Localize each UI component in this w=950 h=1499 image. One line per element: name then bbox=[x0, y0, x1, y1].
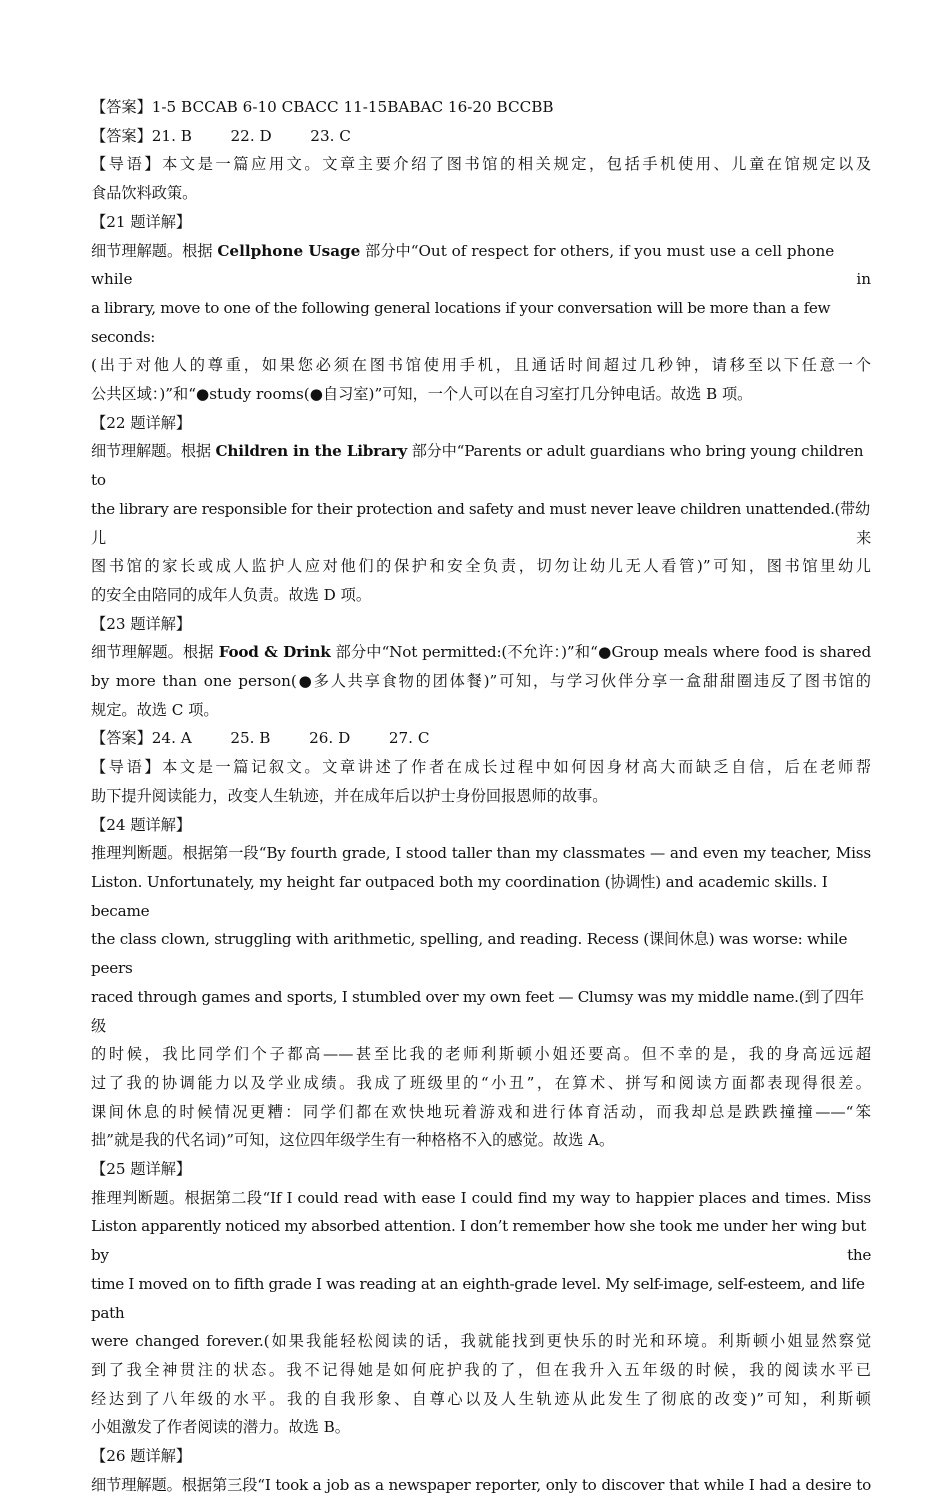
answer-line-2: 【答案】21. B 22. D 23. C bbox=[91, 126, 351, 145]
q23-line-1-lead: 细节理解题。根据 bbox=[91, 643, 219, 662]
q24-line-3: the class clown, struggling with arithmetic, spelling, and reading. Recess (课间休息) was worse: while peers bbox=[91, 930, 848, 978]
heading-q22: 【22 题详解】 bbox=[91, 413, 192, 432]
q23-line-1 bbox=[91, 638, 871, 667]
section-name-children-in-library: Children in the Library bbox=[215, 442, 408, 461]
q26-line-1: 细节理解题。根据第三段“I took a job as a newspaper reporter, only to discover that while I had a desire to bbox=[91, 1475, 871, 1494]
heading-q23: 【23 题详解】 bbox=[91, 614, 192, 633]
q25-line-7: 小姐激发了作者阅读的潜力。故选 B。 bbox=[91, 1418, 350, 1437]
q25-line-2: Liston apparently noticed my absorbed attention. I don’t remember how she took me under her wing but by the bbox=[91, 1217, 871, 1265]
q25-line-6: 经达到了八年级的水平。我的自我形象、自尊心以及人生轨迹从此发生了彻底的改变)”可知，利斯顿 bbox=[91, 1389, 871, 1408]
heading-q21: 【21 题详解】 bbox=[91, 212, 192, 231]
q24-line-2: Liston. Unfortunately, my height far outpaced both my coordination (协调性) and academic skills. I became bbox=[91, 872, 828, 920]
q22-line-3: 图书馆的家长或成人监护人应对他们的保护和安全负责，切勿让幼儿无人看管)”可知，图书馆里幼儿 bbox=[91, 557, 871, 576]
heading-q25: 【25 题详解】 bbox=[91, 1160, 192, 1179]
heading-q24: 【24 题详解】 bbox=[91, 815, 192, 834]
q23-line-2: by more than one person(●多人共享食物的团体餐)”可知，与学习伙伴分享一盒甜甜圈违反了图书馆的 bbox=[91, 672, 871, 691]
q21-line-2: a library, move to one of the following general locations if your conversation will be more than a few seconds: bbox=[91, 298, 831, 346]
guide-1-line-2: 食品饮料政策。 bbox=[91, 184, 198, 203]
q21-line-1-lead: 细节理解题。根据 bbox=[91, 241, 218, 260]
q22-line-1-rest: 部分中“Parents or adult guardians who bring young children to bbox=[91, 442, 864, 490]
q24-line-6: 过了我的协调能力以及学业成绩。我成了班级里的“小丑”，在算术、拼写和阅读方面都表现得很差。 bbox=[91, 1073, 871, 1092]
answer-document bbox=[91, 93, 871, 1499]
q22-line-4: 的安全由陪同的成年人负责。故选 D 项。 bbox=[91, 585, 372, 604]
answer-line-1: 【答案】1-5 BCCAB 6-10 CBACC 11-15BABAC 16-20 BCCBB bbox=[91, 98, 554, 116]
q22-line-2: the library are responsible for their protection and safety and must never leave children unattended.(带幼儿来 bbox=[91, 499, 871, 547]
q25-line-4: were changed forever.(如果我能轻松阅读的话，我就能找到更快乐的时光和环境。利斯顿小姐显然察觉 bbox=[91, 1332, 871, 1351]
guide-1-line-1: 【导语】本文是一篇应用文。文章主要介绍了图书馆的相关规定，包括手机使用、儿童在馆规定以及 bbox=[91, 155, 871, 174]
q23-line-3: 规定。故选 C 项。 bbox=[91, 700, 219, 719]
guide-2-line-2: 助下提升阅读能力，改变人生轨迹，并在成年后以护士身份回报恩师的故事。 bbox=[91, 786, 608, 805]
heading-q26: 【26 题详解】 bbox=[91, 1447, 192, 1466]
q22-line-1-lead: 细节理解题。根据 bbox=[91, 442, 216, 461]
q23-line-1-rest: 部分中“Not permitted:(不允许：)”和“●Group meals where food is shared bbox=[330, 643, 871, 662]
section-name-cellphone-usage: Cellphone Usage bbox=[217, 241, 361, 260]
q24-line-4: raced through games and sports, I stumbled over my own feet — Clumsy was my middle name.(到了四年级 bbox=[91, 987, 864, 1035]
q25-line-1: 推理判断题。根据第二段“If I could read with ease I could find my way to happier places and times. Miss bbox=[91, 1188, 871, 1207]
q24-line-8: 拙”就是我的代名词)”可知，这位四年级学生有一种格格不入的感觉。故选 A。 bbox=[91, 1131, 615, 1150]
q21-line-3: (出于对他人的尊重，如果您必须在图书馆使用手机，且通话时间超过几秒钟，请移至以下任意一个 bbox=[91, 356, 871, 375]
answer-line-3: 【答案】24. A 25. B 26. D 27. C bbox=[91, 729, 430, 748]
q24-line-5: 的时候，我比同学们个子都高——甚至比我的老师利斯顿小姐还要高。但不幸的是，我的身高远远超 bbox=[91, 1045, 871, 1064]
q21-line-1 bbox=[91, 237, 871, 294]
q25-line-5: 到了我全神贯注的状态。我不记得她是如何庇护我的了，但在我升入五年级的时候，我的阅读水平已 bbox=[91, 1360, 871, 1379]
guide-2-line-1: 【导语】本文是一篇记叙文。文章讲述了作者在成长过程中如何因身材高大而缺乏自信，后在老师帮 bbox=[91, 758, 871, 777]
q24-line-1: 推理判断题。根据第一段“By fourth grade, I stood taller than my classmates — and even my teacher, Miss bbox=[91, 844, 871, 863]
q21-line-1-rest: 部分中“Out of respect for others, if you must use a cell phone while in bbox=[91, 241, 871, 289]
q25-line-3: time I moved on to fifth grade I was reading at an eighth-grade level. My self-image, self-esteem, and life path bbox=[91, 1274, 865, 1322]
q24-line-7: 课间休息的时候情况更糟：同学们都在欢快地玩着游戏和进行体育活动，而我却总是跌跌撞撞——“笨 bbox=[91, 1102, 871, 1121]
q21-line-4: 公共区域：)”和“●study rooms(●自习室)”可知，一个人可以在自习室打几分钟电话。故选 B 项。 bbox=[91, 385, 753, 404]
q22-line-1 bbox=[91, 437, 871, 494]
section-name-food-drink: Food & Drink bbox=[218, 643, 331, 662]
